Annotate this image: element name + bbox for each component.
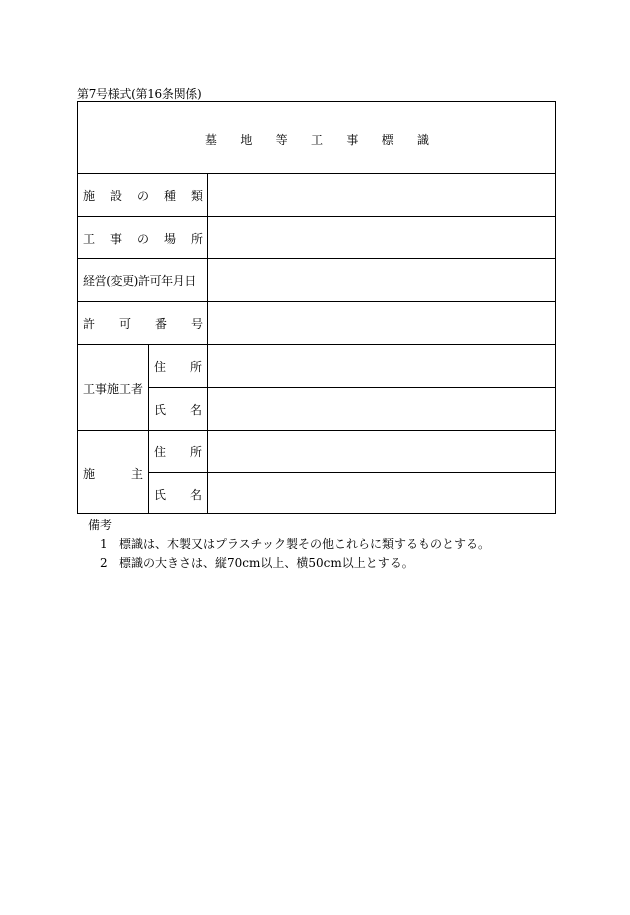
permit-number-label: 許 可 番 号	[83, 317, 203, 331]
row-divider	[78, 430, 555, 431]
title-char: 事	[346, 133, 359, 147]
sign-form-table	[77, 101, 556, 514]
title-char: 工	[310, 133, 323, 147]
row-divider	[78, 301, 555, 302]
title-row	[78, 102, 555, 173]
owner-label: 施 主	[83, 467, 143, 481]
facility-type-label: 施 設 の 種 類	[83, 189, 203, 203]
remark-number: 1	[100, 537, 108, 551]
contractor-name-label: 氏 名	[154, 403, 202, 417]
remark-number: 2	[100, 556, 108, 570]
remark-text: 標識の大きさは、縦70cm以上、横50cm以上とする。	[119, 556, 414, 570]
row-divider	[78, 173, 555, 174]
remarks-heading: 備考	[88, 518, 113, 532]
remarks-section	[88, 516, 490, 573]
title-char: 墓	[205, 133, 218, 147]
permit-date-label: 経営(変更)許可年月日	[83, 274, 196, 288]
column-divider	[148, 344, 149, 513]
remark-item	[100, 554, 490, 573]
title-char: 識	[416, 133, 429, 147]
row-divider	[78, 258, 555, 259]
row-divider	[78, 216, 555, 217]
remark-item	[100, 535, 490, 554]
owner-name-label: 氏 名	[154, 488, 202, 502]
row-divider	[78, 344, 555, 345]
contractor-label: 工事施工者	[83, 382, 144, 396]
row-divider	[148, 387, 555, 388]
site-location-label: 工 事 の 場 所	[83, 232, 203, 246]
title-char: 地	[240, 133, 253, 147]
title-char: 標	[381, 133, 394, 147]
owner-address-label: 住 所	[154, 445, 202, 459]
title-char: 等	[275, 133, 288, 147]
contractor-address-label: 住 所	[154, 360, 202, 374]
remark-text: 標識は、木製又はプラスチック製その他これらに類するものとする。	[119, 537, 491, 551]
form-number-label: 第7号様式(第16条関係)	[77, 87, 202, 101]
row-divider	[148, 472, 555, 473]
form-title	[205, 131, 429, 148]
column-divider	[207, 173, 208, 513]
